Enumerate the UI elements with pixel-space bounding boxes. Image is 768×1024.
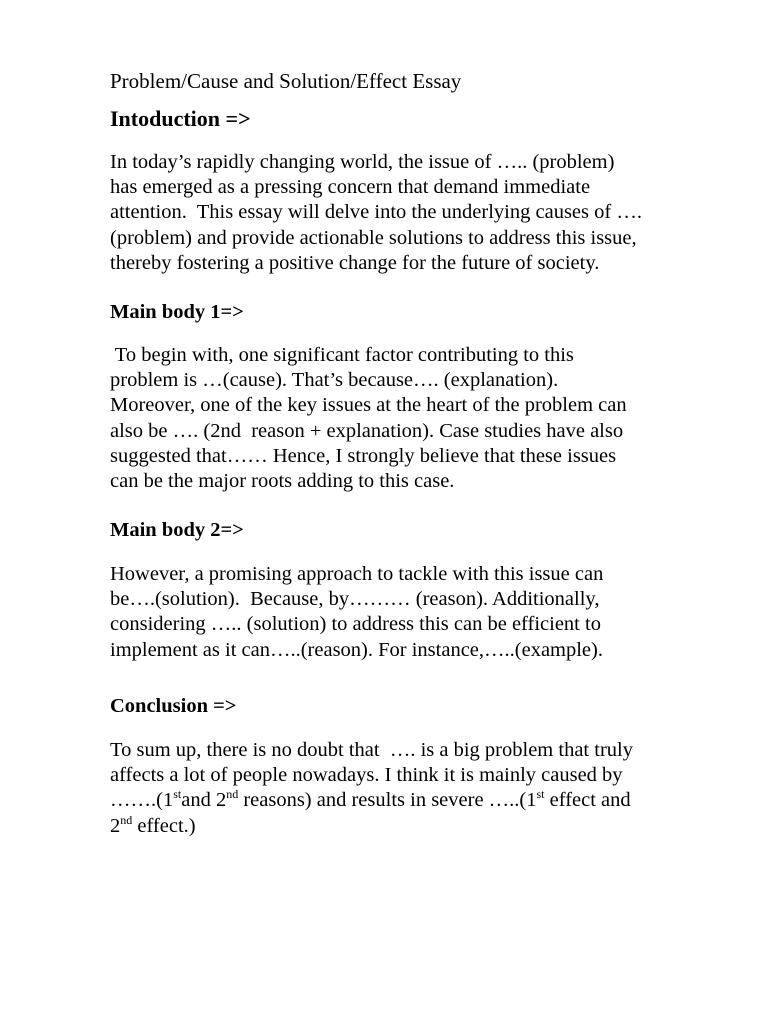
paragraph-line: To sum up, there is no doubt that …. is a big problem that truly xyxy=(110,739,633,761)
paragraph-line: has emerged as a pressing concern that demand immediate xyxy=(110,176,591,199)
document-title: Problem/Cause and Solution/Effect Essay xyxy=(110,69,462,93)
paragraph-line: However, a promising approach to tackle with this issue can xyxy=(110,563,604,585)
paragraph-line: considering ….. (solution) to address this can be efficient to xyxy=(110,613,601,636)
main-body-2-paragraph xyxy=(110,562,730,663)
paragraph-line: In today’s rapidly changing world, the issue of ….. (problem) xyxy=(110,151,615,173)
paragraph-line: suggested that…… Hence, I strongly believe that these issues xyxy=(110,444,617,467)
paragraph-line: (problem) and provide actionable solutions to address this issue, xyxy=(110,226,637,249)
paragraph-line: Moreover, one of the key issues at the heart of the problem can xyxy=(110,394,627,417)
conclusion-paragraph xyxy=(110,738,730,839)
paragraph-line: attention. This essay will delve into the underlying causes of …. xyxy=(110,201,642,224)
paragraph-line: problem is …(cause). That’s because…. (explanation). xyxy=(110,369,559,392)
paragraph-line: can be the major roots adding to this case. xyxy=(110,470,455,493)
conclusion-heading: Conclusion => xyxy=(110,695,237,717)
paragraph-line: also be …. (2nd reason + explanation). Case studies have also xyxy=(110,419,624,442)
paragraph-line: thereby fostering a positive change for the future of society. xyxy=(110,251,600,274)
paragraph-line: 2nd effect.) xyxy=(110,812,196,837)
paragraph-line: affects a lot of people nowadays. I think it is mainly caused by xyxy=(110,764,623,787)
main-body-1-paragraph xyxy=(110,343,730,494)
introduction-heading: Intoduction => xyxy=(110,106,251,131)
paragraph-line: be….(solution). Because, by……… (reason). Additionally, xyxy=(110,588,600,611)
main-body-2-heading: Main body 2=> xyxy=(110,519,244,541)
introduction-paragraph xyxy=(110,150,730,276)
paragraph-line: implement as it can…..(reason). For instance,…..(example). xyxy=(110,638,603,661)
paragraph-line: To begin with, one significant factor contributing to this xyxy=(110,344,574,366)
paragraph-line: …….(1stand 2nd reasons) and results in severe …..(1st effect and xyxy=(110,787,631,812)
main-body-1-heading: Main body 1=> xyxy=(110,301,244,323)
